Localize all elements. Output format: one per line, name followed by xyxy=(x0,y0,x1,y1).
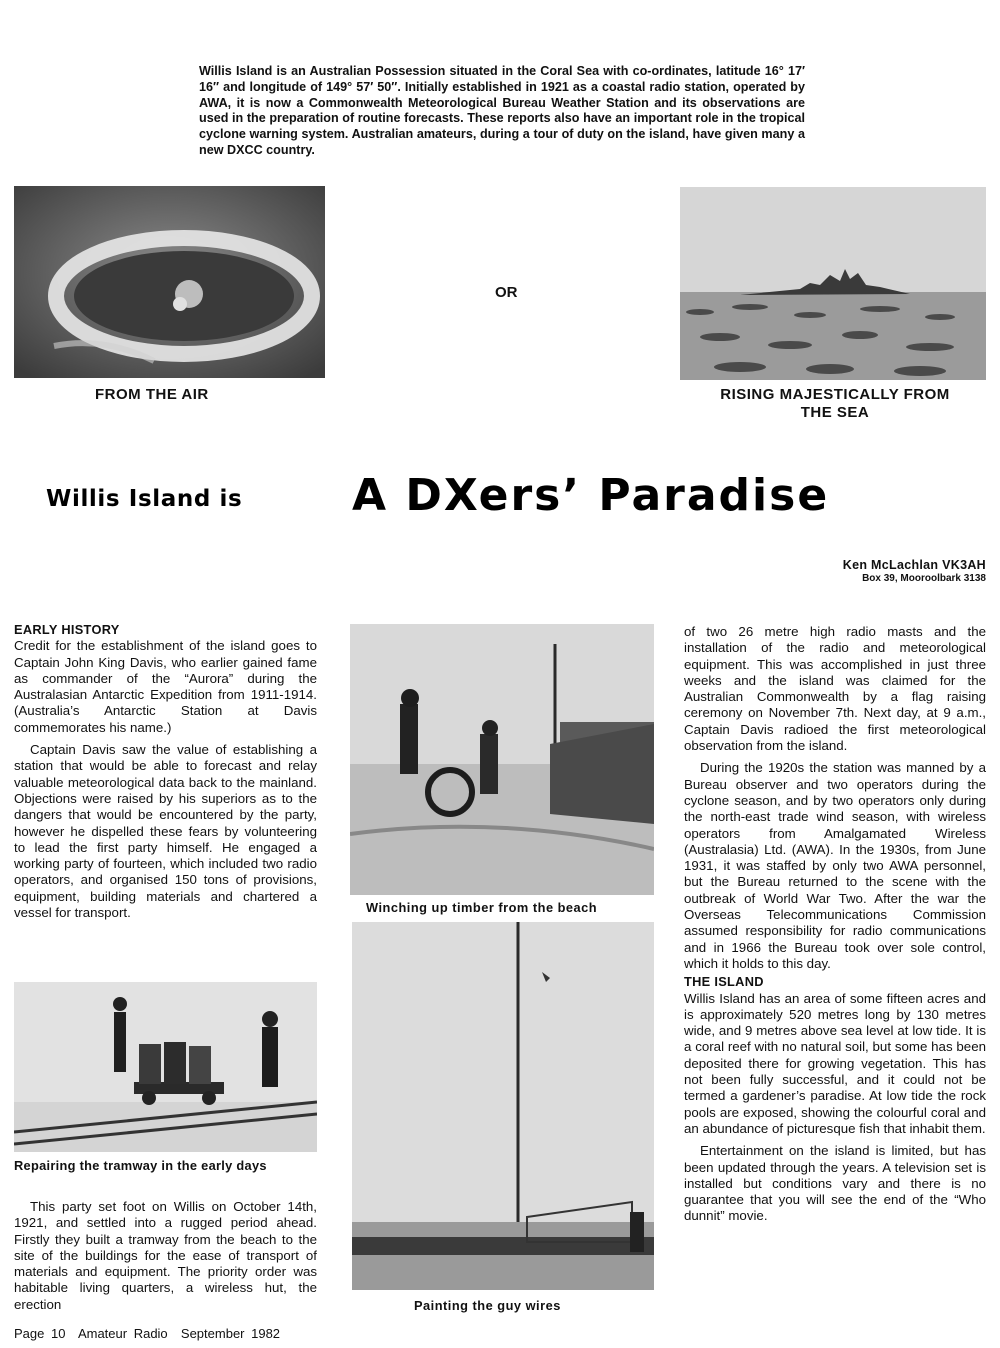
footer-page-number: Page 10 xyxy=(14,1326,66,1341)
headline-prefix: Willis Island is xyxy=(46,486,243,512)
headline-main: A DXers’ Paradise xyxy=(352,470,830,521)
early-history-heading: EARLY HISTORY xyxy=(14,622,120,637)
sea-caption-line-2: THE SEA xyxy=(800,404,870,421)
left-column-top xyxy=(14,622,317,921)
author-block xyxy=(843,558,986,584)
author-address: Box 39, Mooroolbark 3138 xyxy=(862,573,986,584)
early-history-paragraph-2: Captain Davis saw the value of establishing a station that would be able to forecast and relay valuable meteorological data back to the mainland. Objections were raised by his superiors as to the dangers that would be encountered by the party, however he dispelled these fears by volunteering to lead the first party himself. He engaged a working party of fourteen, which included two radio operators, and organised 150 tons of provisions, equipment, building materials and chartered a vessel for transport. xyxy=(14,742,317,921)
early-history-paragraph-1: Credit for the establishment of the island goes to Captain John King Davis, who earlier gained fame as commander of the “Aurora” during the Australasian Antarctic Expedition from 1911-1914. (Australia’s Antarctic Station at Davis commemorates his name.) xyxy=(14,638,317,735)
sea-caption-line-1: RISING MAJESTICALLY FROM xyxy=(720,386,950,403)
early-history-paragraph-3: This party set foot on Willis on October 14th, 1921, and settled into a rugged period ahead. Firstly they built a tramway from the beach to the site of the buildings for the ease of transport of materials and equipment. The priority order was habitable living quarters, a wireless hut, the erection xyxy=(14,1199,317,1312)
or-label: OR xyxy=(495,284,518,301)
winching-photo xyxy=(350,624,654,895)
aerial-photo xyxy=(14,186,325,378)
tramway-photo-caption: Repairing the tramway in the early days xyxy=(14,1158,267,1173)
history-paragraph-5: During the 1920s the station was manned by a Bureau observer and two operators during the cyclone season, and by two operators only during the north-east trade wind season, with wireless operators from Amalgamated Wireless (Australasia) Ltd. (AWA). In the 1930s, from June 1931, it was staffed by only two AWA personnel, but the Bureau returned to the scene with the outbreak of World War Two. After the war the Overseas Telecommunications Commission assumed responsibility for radio communications and in 1966 the Bureau took over sole control, which it holds to this day. xyxy=(684,760,986,971)
the-island-heading: THE ISLAND xyxy=(684,974,764,990)
island-paragraph-1: Willis Island has an area of some fifteen acres and is approximately 520 metres long by 130 metres wide, and 9 metres above sea level at low tide. It is a coral reef with no natural soil, but some has been deposited there for growing vegetation. This has not been fully successful, and it could not be termed a gardener’s paradise. At low tide the rock pools are exposed, showing the colourful coral and an abundance of picturesque fish that inhabit them. xyxy=(684,990,986,1136)
sea-photo xyxy=(680,187,986,380)
guy-wires-photo-caption: Painting the guy wires xyxy=(414,1298,561,1313)
page-footer xyxy=(14,1326,280,1341)
guy-wires-photo xyxy=(352,922,654,1290)
winching-photo-caption: Winching up timber from the beach xyxy=(366,900,598,915)
sea-photo-caption xyxy=(690,386,980,422)
history-paragraph-4: of two 26 metre high radio masts and the installation of the radio and meteorological equipment. This was accomplished in just three weeks and the island was claimed for the Australian Commonwealth by a flag raising ceremony on November 7th. Next day, at 9 a.m., Captain Davis radioed the first meteorological observation from the island. xyxy=(684,624,986,754)
tramway-photo xyxy=(14,982,317,1152)
author-name: Ken McLachlan VK3AH xyxy=(842,558,986,572)
left-column-bottom xyxy=(14,1199,317,1313)
intro-paragraph: Willis Island is an Australian Possession situated in the Coral Sea with co-ordinates, latitude 16° 17′ 16″ and longitude of 149° 57′ 50″. Initially established in 1921 as a coastal radio station, operated by AWA, it is now a Commonwealth Meteorological Bureau Weather Station and its observations are used in the preparation of routine forecasts. These reports also have an important role in the tropical cyclone warning system. Australian amateurs, during a tour of duty on the island, have given many a new DXCC country. xyxy=(199,64,805,157)
footer-magazine: Amateur Radio xyxy=(77,1326,168,1341)
island-paragraph-2: Entertainment on the island is limited, but has been updated through the years. A television set is installed but conditions vary and there is no guarantee that you will see the end of the “Who dunnit” movie. xyxy=(684,1143,986,1224)
aerial-photo-caption: FROM THE AIR xyxy=(95,386,209,403)
right-column xyxy=(684,624,986,1225)
footer-date: September 1982 xyxy=(180,1326,281,1341)
